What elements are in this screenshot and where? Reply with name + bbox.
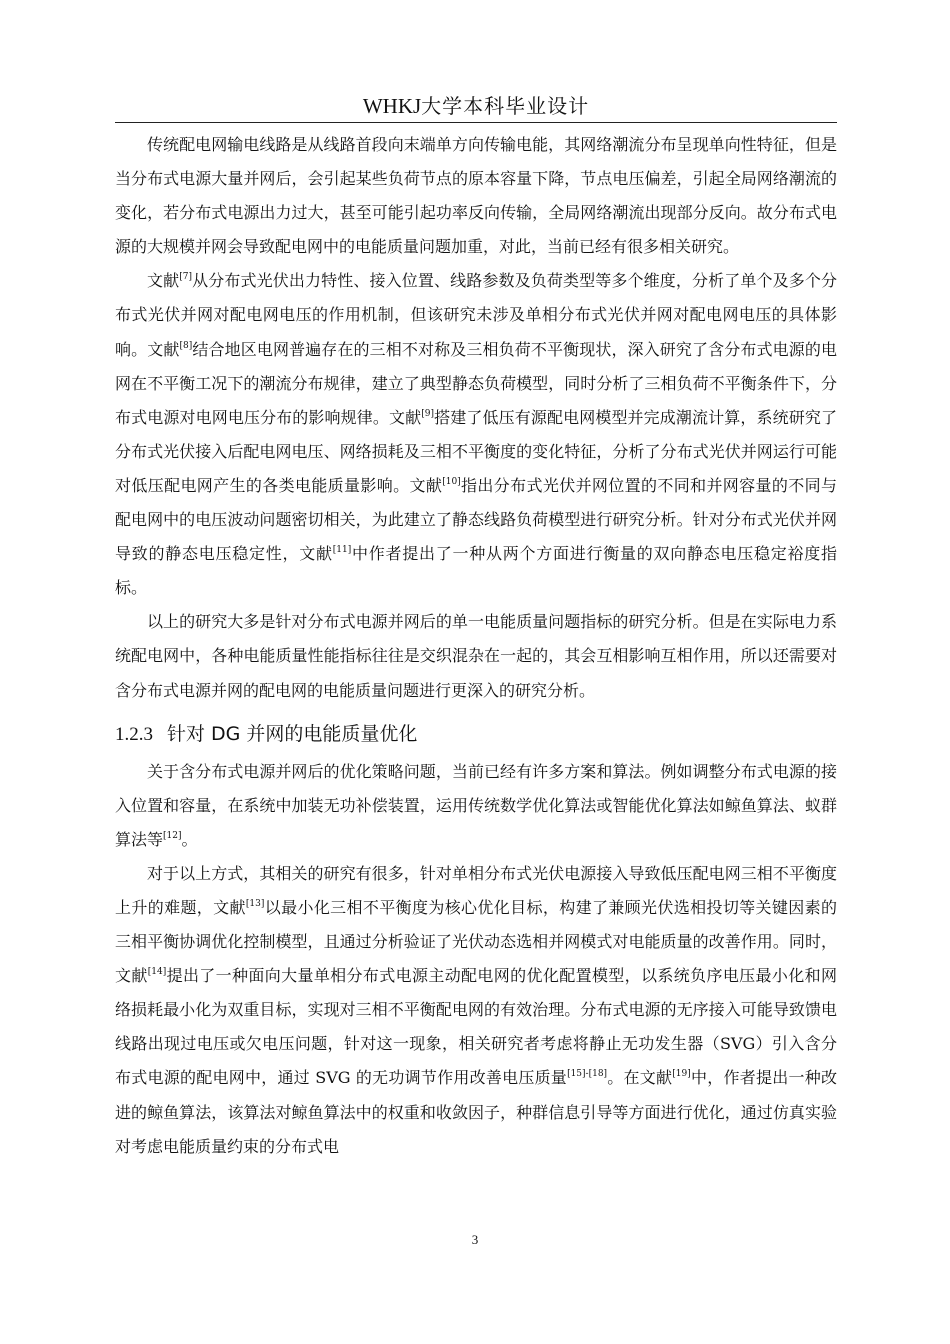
paragraph <box>115 128 837 264</box>
citation-ref: [7] <box>179 272 192 283</box>
citation-ref: [15]-[18] <box>567 1069 608 1080</box>
paragraph <box>115 857 837 1164</box>
page-body <box>115 128 837 1164</box>
section-heading <box>115 714 837 755</box>
citation-ref: [19] <box>672 1069 691 1080</box>
citation-ref: [10] <box>442 476 461 487</box>
citation-ref: [8] <box>179 340 193 351</box>
bottom-paragraphs <box>115 755 837 1164</box>
header-title <box>363 94 589 118</box>
paragraph-text: 。 <box>181 829 198 849</box>
paragraph <box>115 605 837 707</box>
paragraph-text: 中，作者提出一种改进的鲸鱼算法，该算法对鲸鱼算法中的权重和收敛因子，种群信息引导等方面进行优化，通过仿真实验对考虑电能质量约束的分布式电 <box>115 1068 837 1156</box>
header-cn: 大学本科毕业设计 <box>421 94 590 118</box>
page-number: 3 <box>471 1232 479 1247</box>
citation-ref: [9] <box>421 408 435 419</box>
paragraph-text: 提出了一种面向大量单相分布式电源主动配电网的优化配置模型，以系统负序电压最小化和网络损耗最小化为双重目标，实现对三相不平衡配电网的有效治理。分布式电源的无序接入可能导致馈电线路出现过电压或欠电压问题，针对这一现象，相关研究者考虑将静止无功发生器（SVG）引入含分布式电源的配电网中，通过 SVG 的无功调节作用改善电压质量 <box>115 966 837 1088</box>
paragraph-text: 以上的研究大多是针对分布式电源并网后的单一电能质量问题指标的研究分析。但是在实际电力系统配电网中，各种电能质量性能指标往往是交织混杂在一起的，其会互相影响互相作用，所以还需要对含分布式电源并网的配电网的电能质量问题进行更深入的研究分析。 <box>115 612 837 700</box>
paragraph-text: 。在文献 <box>607 1068 673 1088</box>
citation-ref: [11] <box>332 545 352 556</box>
paragraph-text: 对于以上方式，其相关的研究有很多，针对单相分布式光伏电源接入导致低压配电网三相不平衡度上升的难题，文献 <box>115 863 837 917</box>
citation-ref: [12] <box>163 830 182 841</box>
paragraph-text: 从分布式光伏出力特性、接入位置、线路参数及负荷类型等多个维度，分析了单个及多个分布式光伏并网对配电网电压的作用机制，但该研究未涉及单相分布式光伏并网对配电网电压的具体影响。文献 <box>115 271 837 359</box>
paragraph-text: 指出分布式光伏并网位置的不同和并网容量的不同与配电网中的电压波动问题密切相关，为此建立了静态线路负荷模型进行研究分析。针对分布式光伏并网导致的静态电压稳定性，文献 <box>115 475 837 564</box>
page-header <box>115 90 837 123</box>
header-latin: WHKJ <box>362 94 422 118</box>
paragraph-text: 结合地区电网普遍存在的三相不对称及三相负荷不平衡现状，深入研究了含分布式电源的电网在不平衡工况下的潮流分布规律，建立了典型静态负荷模型，同时分析了三相负荷不平衡条件下，分布式电源对电网电压分布的影响规律。文献 <box>115 339 837 427</box>
section-title: 针对 DG 并网的电能质量优化 <box>167 722 418 745</box>
paragraph-text: 搭建了低压有源配电网模型并完成潮流计算，系统研究了分布式光伏接入后配电网电压、网络损耗及三相不平衡度的变化特征，分析了分布式光伏并网运行可能对低压配电网产生的各类电能质量影响。文献 <box>115 407 837 495</box>
paragraph-text: 文献 <box>147 271 180 291</box>
citation-ref: [13] <box>245 898 265 909</box>
paragraph-text: 传统配电网输电线路是从线路首段向末端单方向传输电能，其网络潮流分布呈现单向性特征，但是当分布式电源大量并网后，会引起某些负荷节点的原本容量下降，节点电压偏差，引起全局网络潮流的变化，若分布式电源出力过大，甚至可能引起功率反向传输，全局网络潮流出现部分反向。故分布式电源的大规模并网会导致配电网中的电能质量问题加重，对此，当前已经有很多相关研究。 <box>115 135 837 257</box>
paragraph <box>115 755 837 857</box>
section-number: 1.2.3 <box>115 723 153 745</box>
citation-ref: [14] <box>147 967 167 978</box>
paragraph-text: 关于含分布式电源并网后的优化策略问题，当前已经有许多方案和算法。例如调整分布式电源的接入位置和容量，在系统中加装无功补偿装置，运用传统数学优化算法或智能优化算法如鲸鱼算法、蚁群算法等 <box>115 761 837 849</box>
paragraph-text: 中作者提出了一种从两个方面进行衡量的双向静态电压稳定裕度指标。 <box>115 544 837 598</box>
top-paragraphs <box>115 128 837 708</box>
paragraph-text: 以最小化三相不平衡度为核心优化目标，构建了兼顾光伏选相投切等关键因素的三相平衡协调优化控制模型，且通过分析验证了光伏动态选相并网模式对电能质量的改善作用。同时，文献 <box>115 897 837 986</box>
paragraph <box>115 264 837 605</box>
